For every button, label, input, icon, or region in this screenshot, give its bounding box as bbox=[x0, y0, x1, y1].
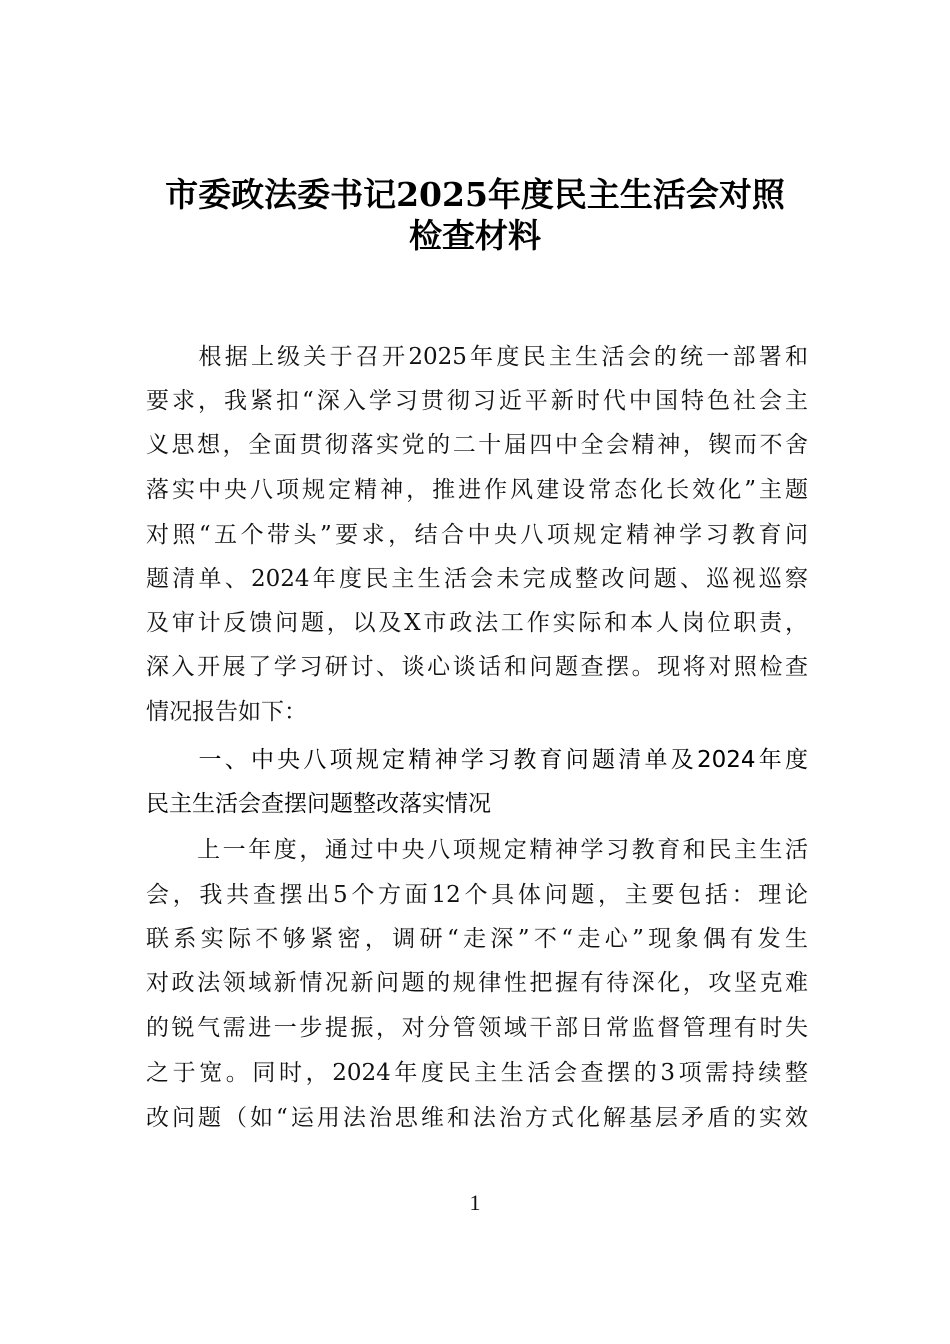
body-line: 会，我共查摆出5个方面12个具体问题，主要包括：理论 bbox=[146, 882, 808, 908]
body-line: 改问题（如“运用法治思维和法治方式化解基层矛盾的实效 bbox=[146, 1105, 808, 1131]
document-title-line-2: 检查材料 bbox=[409, 216, 541, 255]
body-line: 要求，我紧扣“深入学习贯彻习近平新时代中国特色社会主 bbox=[146, 388, 808, 414]
body-line: 上一年度，通过中央八项规定精神学习教育和民主生活 bbox=[146, 837, 808, 863]
body-line: 深入开展了学习研讨、谈心谈话和问题查摆。现将对照检查 bbox=[146, 654, 808, 680]
section-heading-line: 民主生活会查摆问题整改落实情况 bbox=[146, 791, 491, 817]
body-line: 情况报告如下： bbox=[146, 699, 307, 725]
body-line: 义思想，全面贯彻落实党的二十届四中全会精神，锲而不舍 bbox=[146, 432, 808, 458]
page-number: 1 bbox=[469, 1190, 481, 1215]
body-line: 题清单、2024年度民主生活会未完成整改问题、巡视巡察 bbox=[146, 566, 808, 592]
section-heading-line: 一、中央八项规定精神学习教育问题清单及2024年度 bbox=[146, 747, 808, 773]
body-line: 之于宽。同时，2024年度民主生活会查摆的3项需持续整 bbox=[146, 1060, 808, 1086]
body-line: 联系实际不够紧密，调研“走深”不“走心”现象偶有发生 bbox=[146, 926, 808, 952]
document-title-line-1: 市委政法委书记2025年度民主生活会对照 bbox=[165, 175, 785, 214]
body-line: 对照“五个带头”要求，结合中央八项规定精神学习教育问 bbox=[146, 522, 808, 548]
body-line: 及审计反馈问题，以及X市政法工作实际和本人岗位职责， bbox=[146, 610, 808, 636]
body-line: 根据上级关于召开2025年度民主生活会的统一部署和 bbox=[146, 344, 808, 370]
body-line: 的锐气需进一步提振，对分管领域干部日常监督管理有时失 bbox=[146, 1015, 808, 1041]
body-line: 落实中央八项规定精神，推进作风建设常态化长效化”主题 bbox=[146, 477, 808, 503]
body-line: 对政法领域新情况新问题的规律性把握有待深化，攻坚克难 bbox=[146, 970, 808, 996]
